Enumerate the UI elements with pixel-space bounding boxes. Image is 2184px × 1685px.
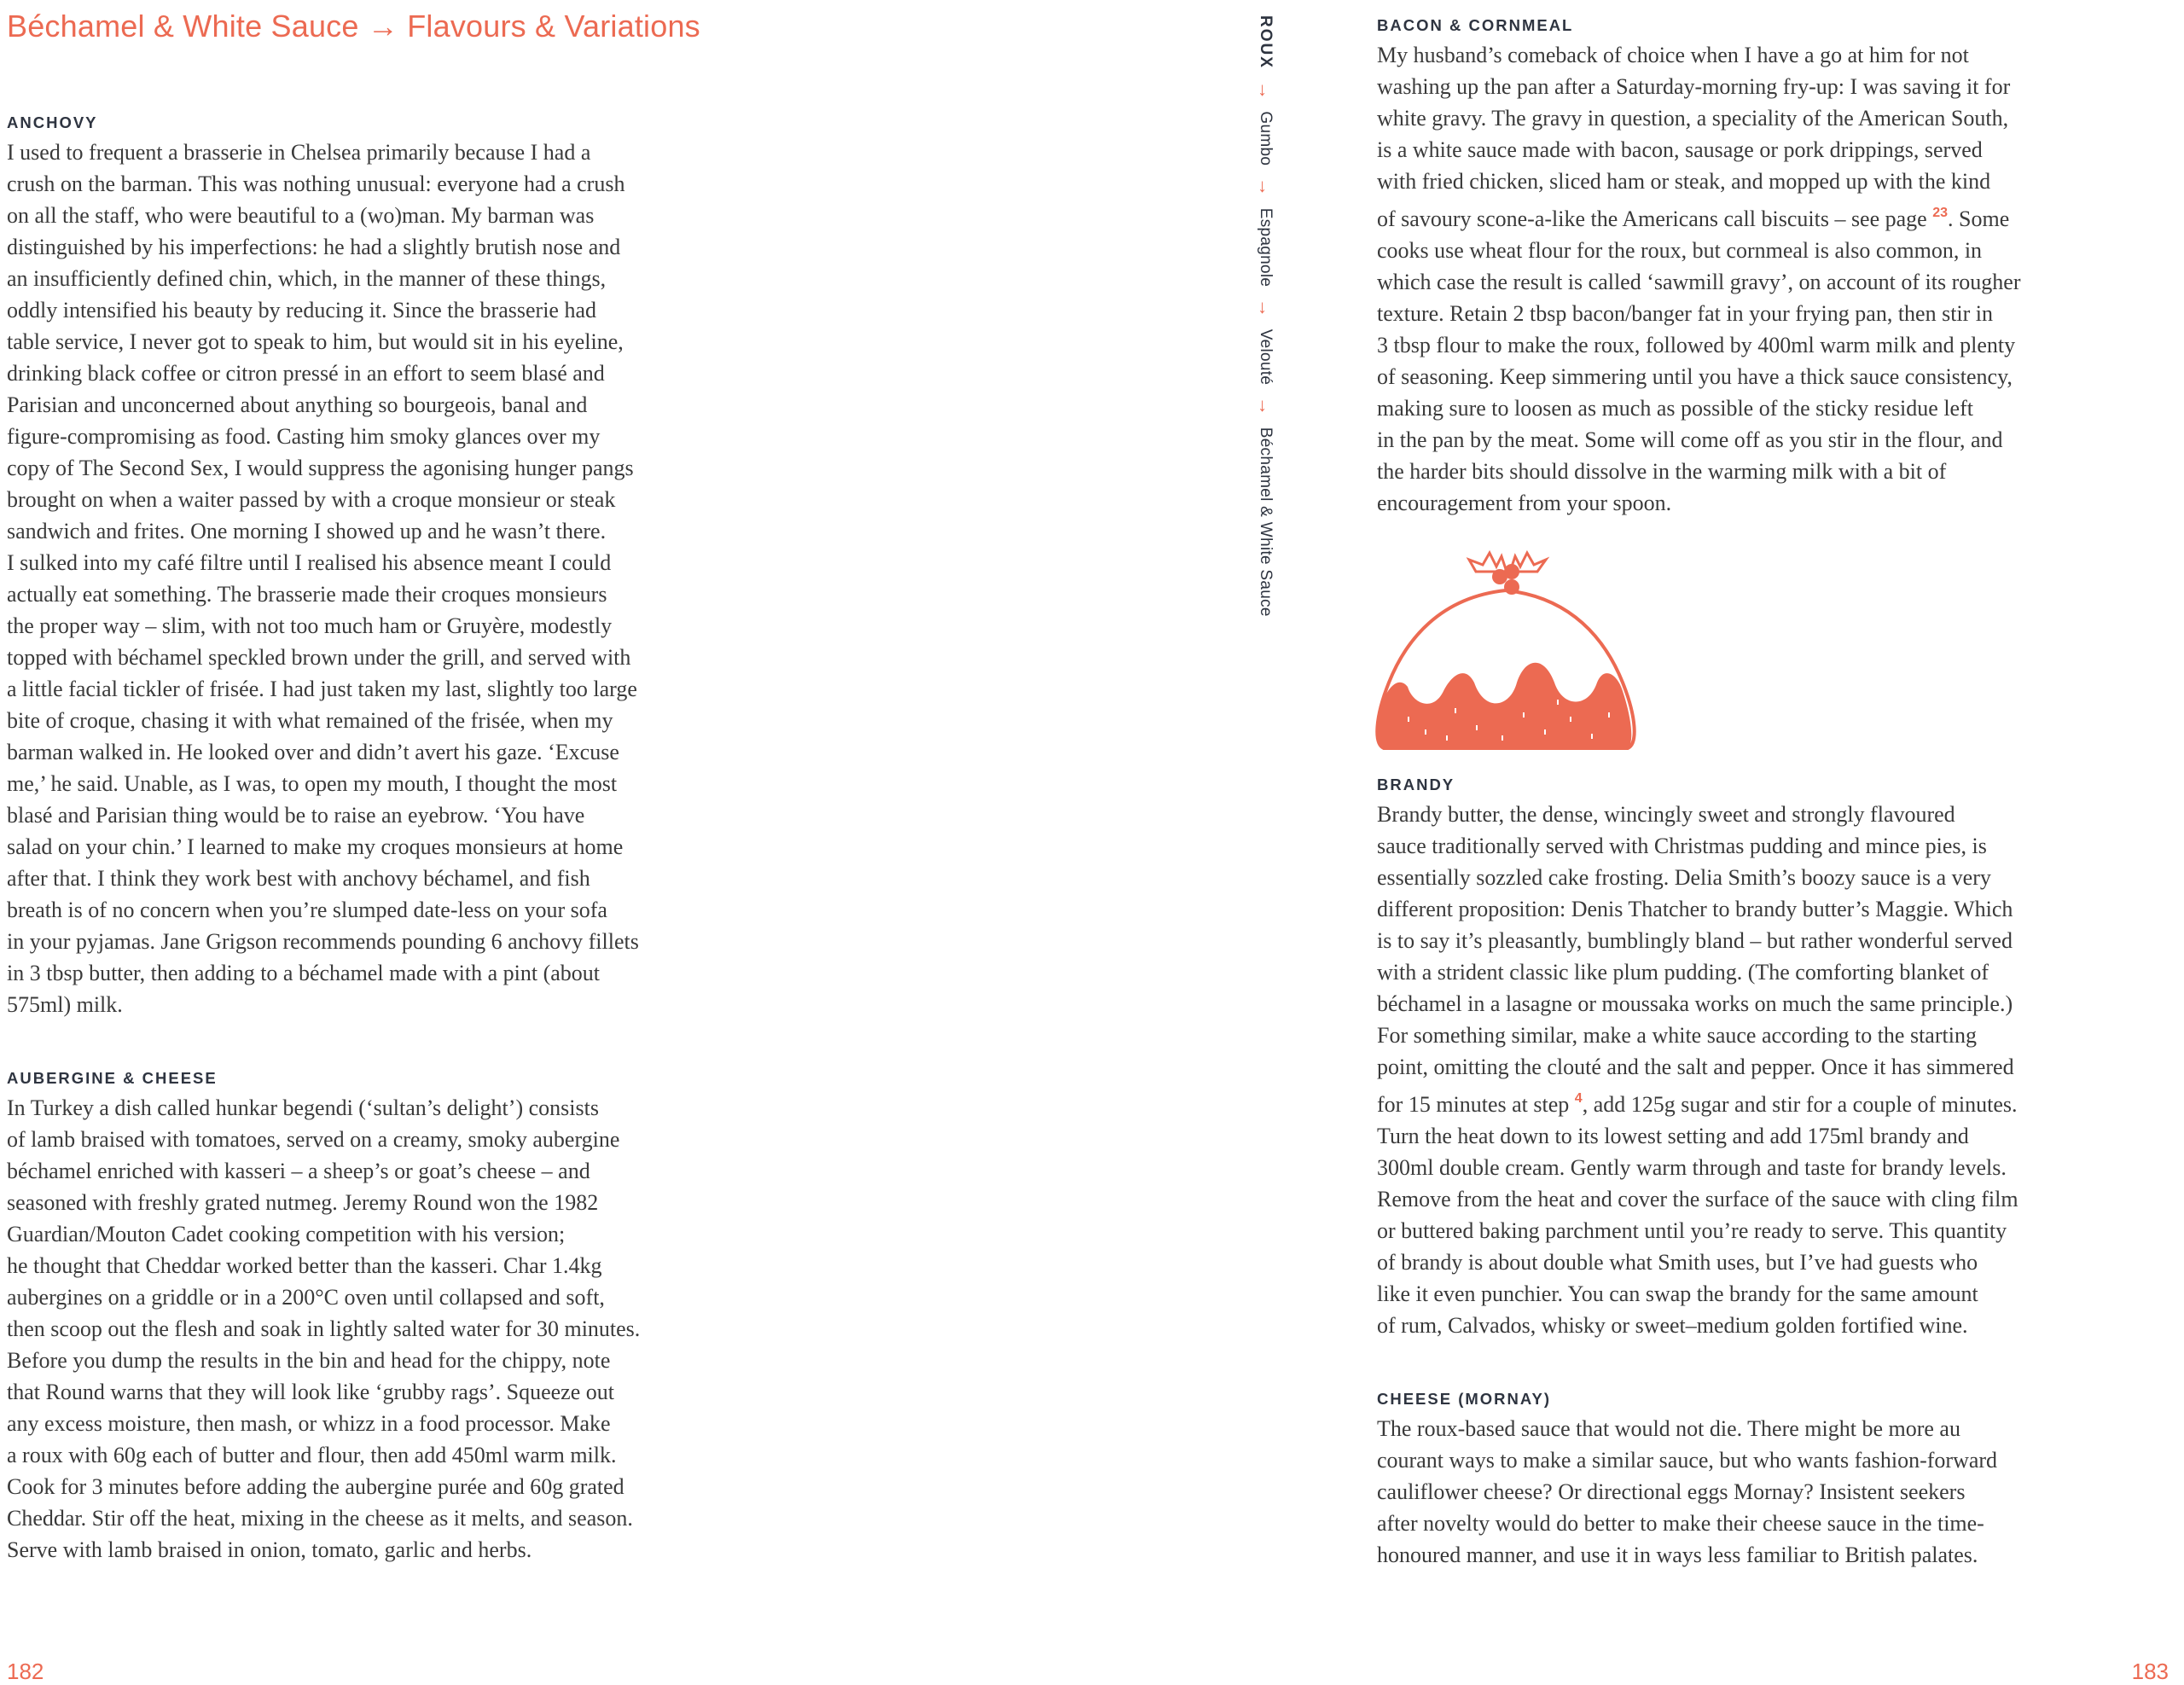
text-line: after novelty would do better to make their cheese sauce in the time- <box>1377 1511 1984 1536</box>
right-page-lower <box>1377 775 2179 1571</box>
text-line: like it even punchier. You can swap the brandy for the same amount <box>1377 1281 1978 1306</box>
section-text-brandy <box>1377 799 2179 1341</box>
text-line: honoured manner, and use it in ways less familiar to British palates. <box>1377 1543 1978 1567</box>
text-line: sauce traditionally served with Christmas pudding and mince pies, is <box>1377 834 1987 858</box>
text-line: drinking black coffee or citron pressé in an effort to seem blasé and <box>7 361 605 386</box>
text-line: an insufficiently defined chin, which, in the manner of these things, <box>7 266 607 291</box>
text-line: point, omitting the clouté and the salt and pepper. Once it has simmered <box>1377 1055 2014 1079</box>
text-line: after that. I think they work best with anchovy béchamel, and fish <box>7 866 590 891</box>
section-text-cheese <box>1377 1413 2179 1571</box>
christmas-pudding-icon <box>1374 546 1638 759</box>
text-line: or buttered baking parchment until you’re ready to serve. This quantity <box>1377 1218 2007 1243</box>
text-line: 575ml) milk. <box>7 992 123 1017</box>
text-line: of brandy is about double what Smith uses, but I’ve had guests who <box>1377 1250 1978 1275</box>
text-line: of rum, Calvados, whisky or sweet–medium golden fortified wine. <box>1377 1313 1968 1338</box>
text-line: Remove from the heat and cover the surface of the sauce with cling film <box>1377 1187 2018 1211</box>
text-line: salad on your chin.’ I learned to make my croques monsieurs at home <box>7 834 624 859</box>
text-line: which case the result is called ‘sawmill gravy’, on account of its rougher <box>1377 270 2021 294</box>
text-line: topped with béchamel speckled brown under the grill, and served with <box>7 645 631 670</box>
section-heading-brandy: BRANDY <box>1377 776 1455 793</box>
text-line: distinguished by his imperfections: he had a slightly brutish nose and <box>7 235 621 259</box>
section-heading-anchovy: ANCHOVY <box>7 113 98 131</box>
breadcrumb-item-espagnole: Espagnole <box>1257 207 1275 288</box>
text-line: bite of croque, chasing it with what remained of the frisée, when my <box>7 708 613 733</box>
text-line: Cheddar. Stir off the heat, mixing in the cheese as it melts, and season. <box>7 1506 633 1531</box>
text-line: white gravy. The gravy in question, a speciality of the American South, <box>1377 106 2009 131</box>
text-line: In Turkey a dish called hunkar begendi (‘sultan’s delight’) consists <box>7 1095 599 1120</box>
text-line: he thought that Cheddar worked better than the kasseri. Char 1.4kg <box>7 1253 602 1278</box>
text-line: figure-compromising as food. Casting him smoky glances over my <box>7 424 601 449</box>
page-number-left: 182 <box>7 1659 44 1684</box>
text-line: that Round warns that they will look like ‘grubby rags’. Squeeze out <box>7 1380 614 1404</box>
text-line: of lamb braised with tomatoes, served on a creamy, smoky aubergine <box>7 1127 620 1152</box>
page-number-right: 183 <box>2131 1659 2169 1684</box>
text-line: essentially sozzled cake frosting. Delia Smith’s boozy sauce is a very <box>1377 865 1991 890</box>
text-line: is a white sauce made with bacon, sausage or pork drippings, served <box>1377 137 1983 162</box>
text-line: in your pyjamas. Jane Grigson recommends pounding 6 anchovy fillets <box>7 929 639 954</box>
section-text-anchovy <box>7 137 800 1020</box>
section-heading-aubergine: AUBERGINE & CHEESE <box>7 1069 218 1087</box>
text-line: I sulked into my café filtre until I realised his absence meant I could <box>7 550 612 575</box>
arrow-icon: → <box>1255 80 1276 100</box>
text-line: copy of The Second Sex, I would suppress the agonising hunger pangs <box>7 456 634 480</box>
text-line: crush on the barman. This was nothing unusual: everyone had a crush <box>7 171 625 196</box>
text-line: I used to frequent a brasserie in Chelsea primarily because I had a <box>7 140 591 165</box>
text-line: barman walked in. He looked over and didn’t avert his gaze. ‘Excuse <box>7 740 619 764</box>
text-line: in 3 tbsp butter, then adding to a béchamel made with a pint (about <box>7 961 601 985</box>
page-reference-link[interactable]: 23 <box>1932 206 1949 220</box>
text-line: Before you dump the results in the bin and head for the chippy, note <box>7 1348 611 1373</box>
arrow-icon: → <box>1255 177 1276 197</box>
text-line: My husband’s comeback of choice when I have a go at him for not <box>1377 43 1969 67</box>
text-line: courant ways to make a similar sauce, but who wants fashion-forward <box>1377 1448 1998 1473</box>
arrow-icon: → <box>1255 396 1276 416</box>
breadcrumb-item-bechamel: Béchamel & White Sauce <box>1257 427 1275 617</box>
text-line: seasoned with freshly grated nutmeg. Jeremy Round won the 1982 <box>7 1190 599 1215</box>
text-line: then scoop out the flesh and soak in lightly salted water for 30 minutes. <box>7 1316 641 1341</box>
text-line: encouragement from your spoon. <box>1377 491 1672 515</box>
text-line: actually eat something. The brasserie made their croques monsieurs <box>7 582 607 607</box>
text-line: of seasoning. Keep simmering until you have a thick sauce consistency, <box>1377 364 2013 389</box>
text-line: Parisian and unconcerned about anything so bourgeois, banal and <box>7 392 588 417</box>
text-line: table service, I never got to speak to him, but would sit in his eyeline, <box>7 329 624 354</box>
right-page-column <box>1377 15 2179 519</box>
left-page-column <box>7 113 800 1566</box>
text-line: cooks use wheat flour for the roux, but cornmeal is also common, in <box>1377 238 1983 263</box>
text-line: is to say it’s pleasantly, bumblingly bland – but rather wonderful served <box>1377 928 2013 953</box>
text-line: Serve with lamb braised in onion, tomato, garlic and herbs. <box>7 1537 532 1562</box>
text-line: any excess moisture, then mash, or whizz in a food processor. Make <box>7 1411 611 1436</box>
text-line: the proper way – slim, with not too much ham or Gruyère, modestly <box>7 613 613 638</box>
text-line: with fried chicken, sliced ham or steak, and mopped up with the kind <box>1377 169 1991 194</box>
breadcrumb-item-veloute: Velouté <box>1257 328 1275 386</box>
section-heading-bacon: BACON & CORNMEAL <box>1377 16 1574 34</box>
section-heading-cheese: CHEESE (MORNAY) <box>1377 1390 1552 1408</box>
text-line: a little facial tickler of frisée. I had just taken my last, slightly too large <box>7 677 637 701</box>
step-reference-link[interactable]: 4 <box>1574 1091 1583 1106</box>
text-line: sandwich and frites. One morning I showed up and he wasn’t there. <box>7 519 607 543</box>
text-line: in the pan by the meat. Some will come off as you stir in the flour, and <box>1377 427 2003 452</box>
text-line: cauliflower cheese? Or directional eggs Mornay? Insistent seekers <box>1377 1479 1966 1504</box>
text-line: a roux with 60g each of butter and flour, then add 450ml warm milk. <box>7 1443 617 1467</box>
text-line: Cook for 3 minutes before adding the aubergine purée and 60g grated <box>7 1474 624 1499</box>
text-line: me,’ he said. Unable, as I was, to open my mouth, I thought the most <box>7 771 618 796</box>
text-line: 3 tbsp flour to make the roux, followed by 400ml warm milk and plenty <box>1377 333 2016 357</box>
text-line: on all the staff, who were beautiful to a (wo)man. My barman was <box>7 203 595 228</box>
text-line: making sure to loosen as much as possible of the sticky residue left <box>1377 396 1973 421</box>
text-line: for 15 minutes at step $^4$, add 125g sugar and stir for a couple of minutes. <box>1377 1091 2018 1117</box>
text-line: blasé and Parisian thing would be to raise an eyebrow. ‘You have <box>7 803 585 828</box>
text-line: Turn the heat down to its lowest setting and add 175ml brandy and <box>1377 1124 1969 1148</box>
text-line: béchamel in a lasagne or moussaka works on much the same principle.) <box>1377 991 2013 1016</box>
text-line: The roux-based sauce that would not die. There might be more au <box>1377 1416 1960 1441</box>
breadcrumb <box>1254 15 1276 617</box>
text-line: washing up the pan after a Saturday-morning fry-up: I was saving it for <box>1377 74 2011 99</box>
text-line: For something similar, make a white sauce according to the starting <box>1377 1023 1977 1048</box>
text-line: different proposition: Denis Thatcher to brandy butter’s Maggie. Which <box>1377 897 2013 921</box>
text-line: the harder bits should dissolve in the warming milk with a bit of <box>1377 459 1947 484</box>
breadcrumb-item-gumbo: Gumbo <box>1257 111 1275 166</box>
text-line: Brandy butter, the dense, wincingly sweet and strongly flavoured <box>1377 802 1955 827</box>
text-line: oddly intensified his beauty by reducing it. Since the brasserie had <box>7 298 596 322</box>
arrow-icon: → <box>1255 298 1276 318</box>
text-line: brought on when a waiter passed by with a croque monsieur or steak <box>7 487 616 512</box>
breadcrumb-root: ROUX <box>1257 15 1275 69</box>
text-line: texture. Retain 2 tbsp bacon/banger fat in your frying pan, then stir in <box>1377 301 1994 326</box>
page-title: Béchamel & White Sauce → Flavours & Variations <box>7 9 700 44</box>
text-line: béchamel enriched with kasseri – a sheep’s or goat’s cheese – and <box>7 1159 590 1183</box>
text-line: of savoury scone-a-like the Americans call biscuits – see page $^{23}$. Some <box>1377 206 2010 231</box>
text-line: aubergines on a griddle or in a 200°C oven until collapsed and soft, <box>7 1285 605 1310</box>
text-line: Guardian/Mouton Cadet cooking competition with his version; <box>7 1222 566 1246</box>
section-text-bacon <box>1377 39 2179 519</box>
text-line: with a strident classic like plum pudding. (The comforting blanket of <box>1377 960 1989 985</box>
text-line: 300ml double cream. Gently warm through and taste for brandy levels. <box>1377 1155 2007 1180</box>
section-text-aubergine <box>7 1092 800 1566</box>
text-line: breath is of no concern when you’re slumped date-less on your sofa <box>7 898 607 922</box>
